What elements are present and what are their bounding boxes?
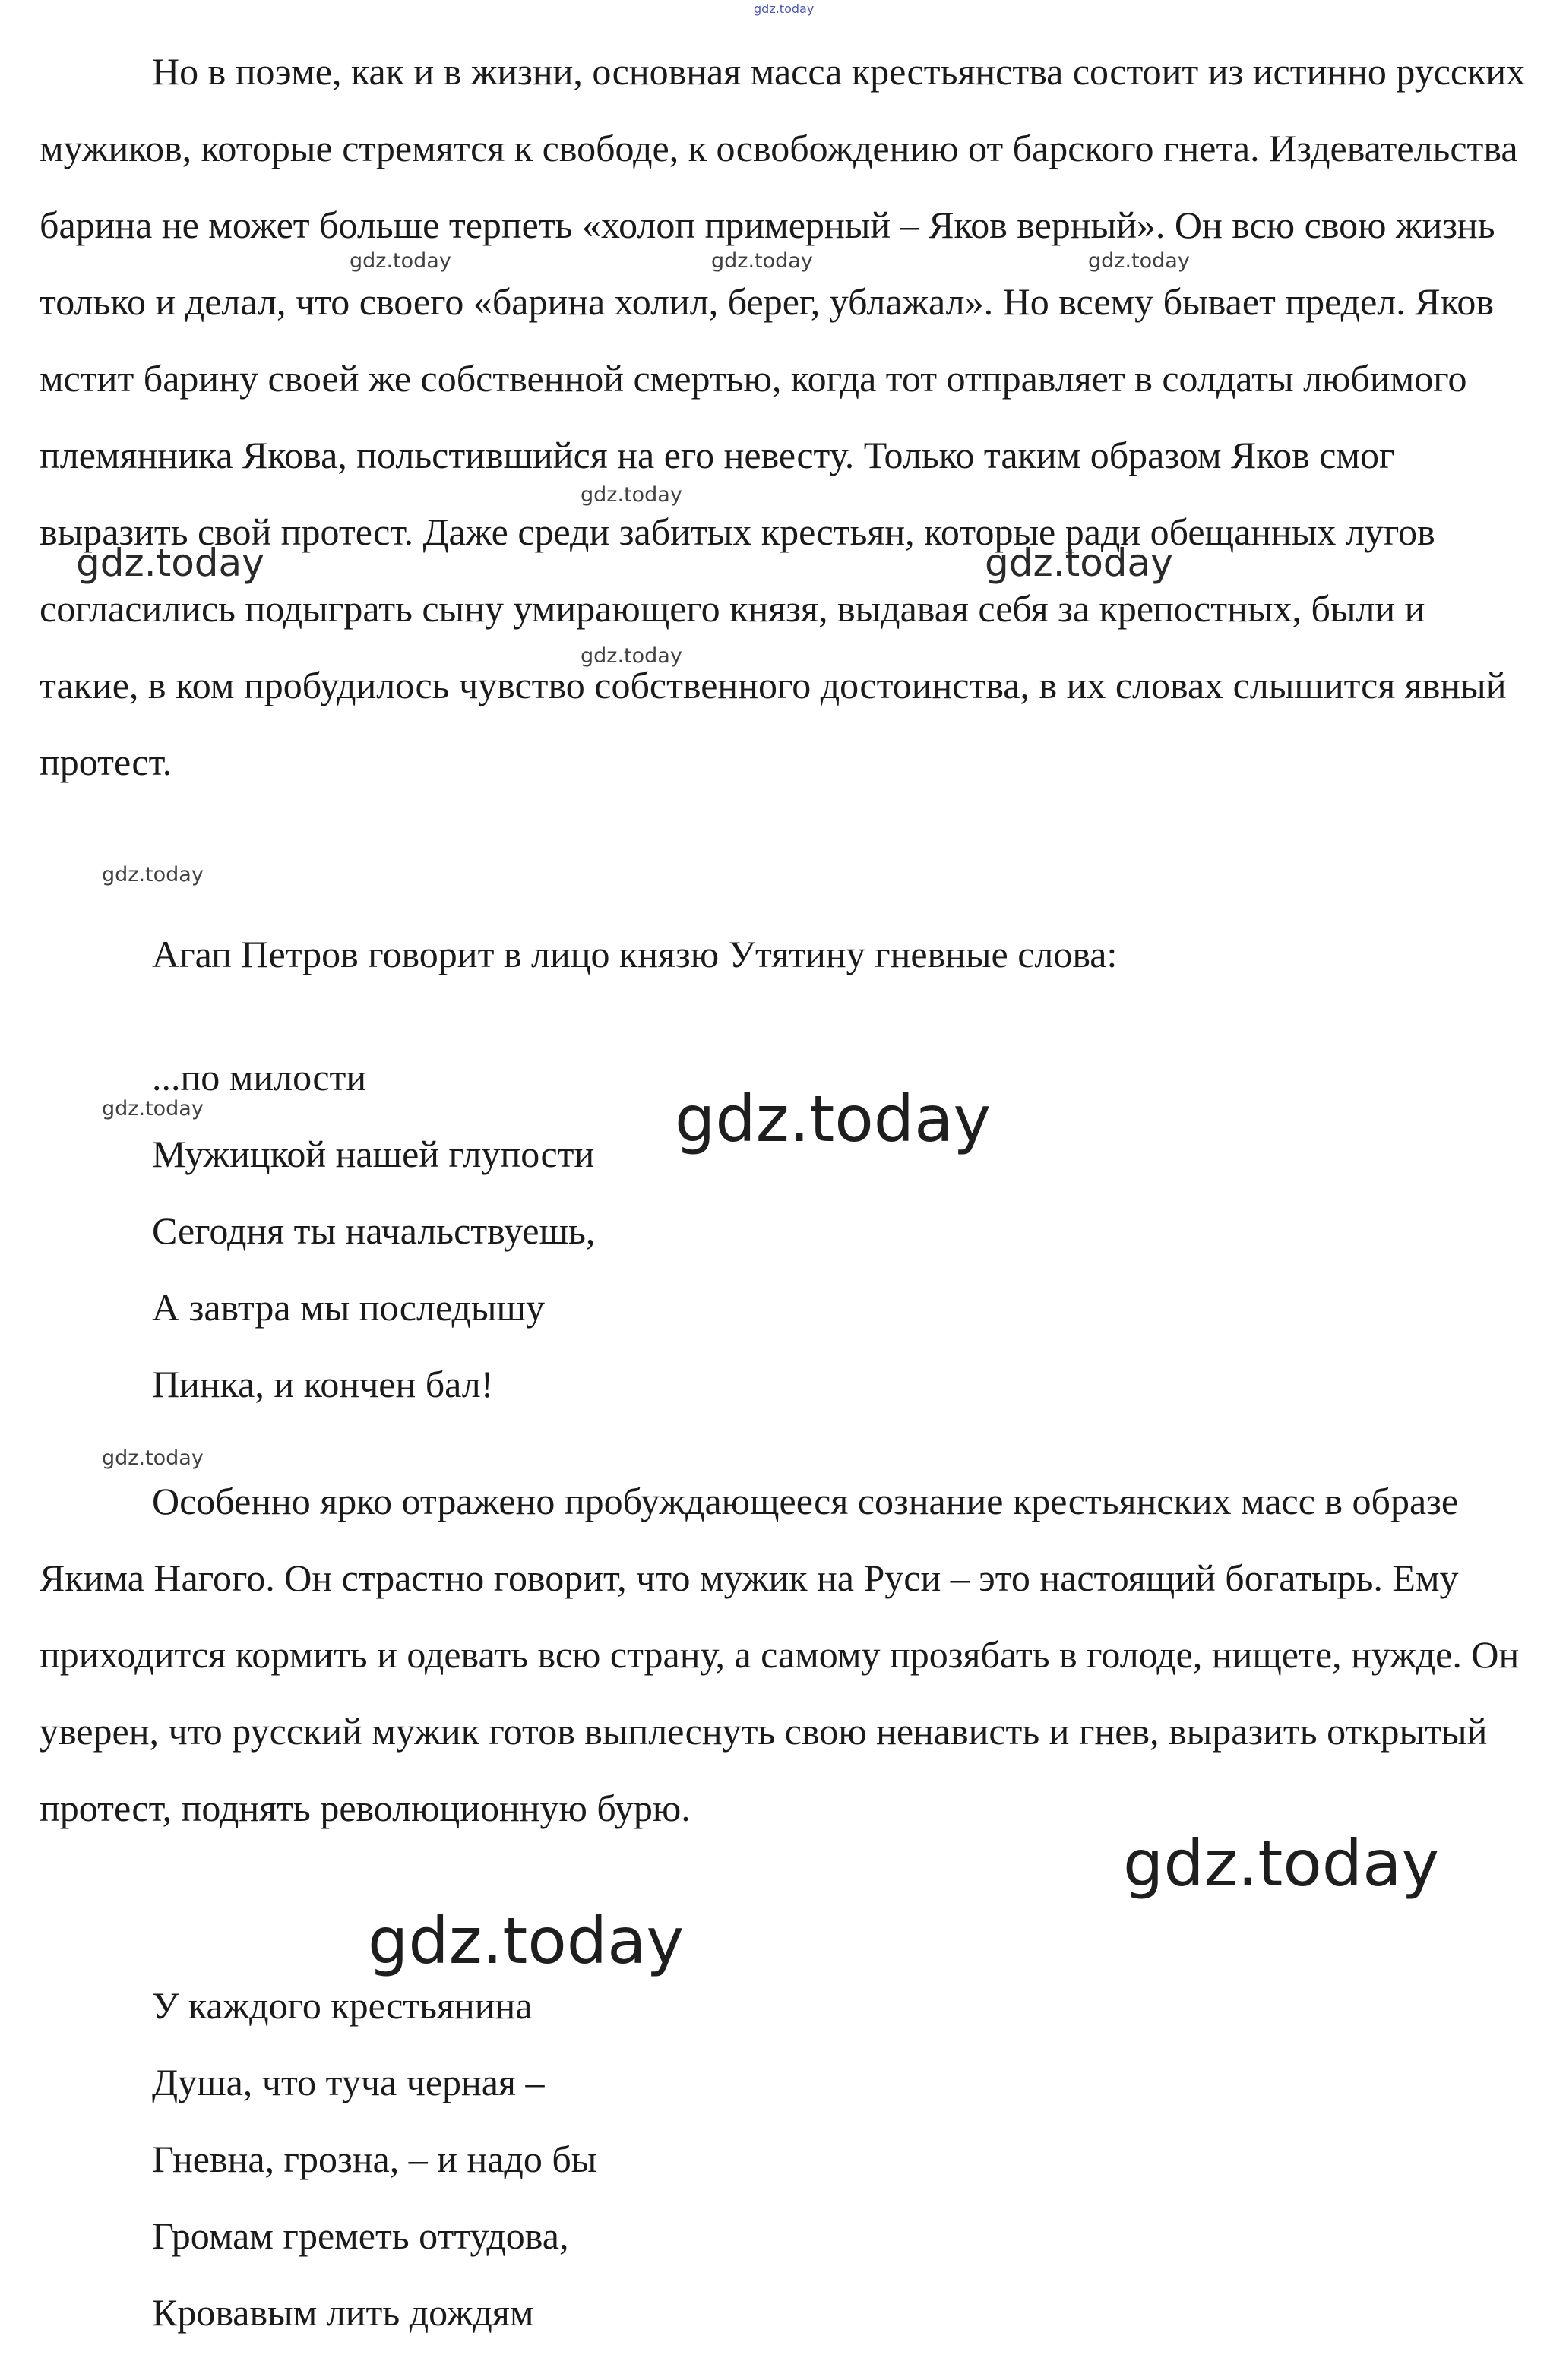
verse-line: Громам греметь оттудова,	[152, 2214, 569, 2257]
watermark: gdz.today	[754, 2, 815, 16]
verse-line: Пинка, и кончен бал!	[152, 1363, 494, 1405]
paragraph-yakim: Особенно ярко отражено пробуждающееся сознание крестьянских масс в образе Якима Нагого. Он страстно говорит, что мужик на Руси – это настоящий богатырь. Ему приходится кормить и одевать всю страну, а самому прозябать в голоде, нищете, нужде. Он уверен, что русский мужик готов выплеснуть свою ненависть и гнев, выразить открытый протест, поднять революционную бурю.	[40, 1480, 1520, 1829]
verse-line: Душа, что туча черная –	[152, 2061, 545, 2103]
watermark: gdz.today	[102, 863, 204, 887]
watermark: gdz.today	[368, 1904, 685, 1978]
verse-line: Кровавым лить дождям	[152, 2291, 534, 2334]
verse-line: ...по милости	[152, 1056, 367, 1098]
watermark: gdz.today	[102, 1097, 204, 1120]
watermark: gdz.today	[1123, 1826, 1440, 1901]
verse-line: А завтра мы последышу	[152, 1286, 546, 1329]
verse-agap	[152, 1039, 595, 1423]
paragraph-agap: Агап Петров говорит в лицо князю Утятину гневные слова:	[152, 933, 1118, 975]
paragraph-yakov: Но в поэме, как и в жизни, основная масса крестьянства состоит из истинно русских мужиков, которые стремятся к свободе, к освобождению от барского гнета. Издевательства барина не может больше терпеть «холоп примерный – Яков верный». Он всю свою жизнь только и делал, что своего «барина холил, берег, ублажал». Но всему бывает предел. Яков мстит барину своей же собственной смертью, когда тот отправляет в солдаты любимого племянника Якова, польстившийся на его невесту. Только таким образом Яков смог выразить свой протест. Даже среди забитых крестьян, которые ради обещанных лугов согласились подыграть сыну умирающего князя, выдавая себя за крепостных, были и такие, в ком пробудилось чувство собственного достоинства, в их словах слышится явный протест.	[40, 50, 1526, 783]
watermark: gdz.today	[350, 249, 451, 273]
verse-line: Гневна, грозна, – и надо бы	[152, 2138, 597, 2180]
verse-yakim	[152, 1968, 596, 2351]
watermark: gdz.today	[581, 644, 682, 668]
watermark: gdz.today	[711, 249, 813, 273]
watermark: gdz.today	[76, 541, 264, 585]
watermark: gdz.today	[985, 541, 1173, 585]
verse-line: Мужицкой нашей глупости	[152, 1133, 595, 1175]
watermark: gdz.today	[581, 483, 682, 507]
watermark: gdz.today	[102, 1446, 204, 1470]
watermark: gdz.today	[1088, 249, 1190, 273]
watermark: gdz.today	[675, 1082, 992, 1156]
verse-line: Сегодня ты начальствуешь,	[152, 1209, 596, 1252]
verse-line: У каждого крестьянина	[152, 1984, 533, 2027]
